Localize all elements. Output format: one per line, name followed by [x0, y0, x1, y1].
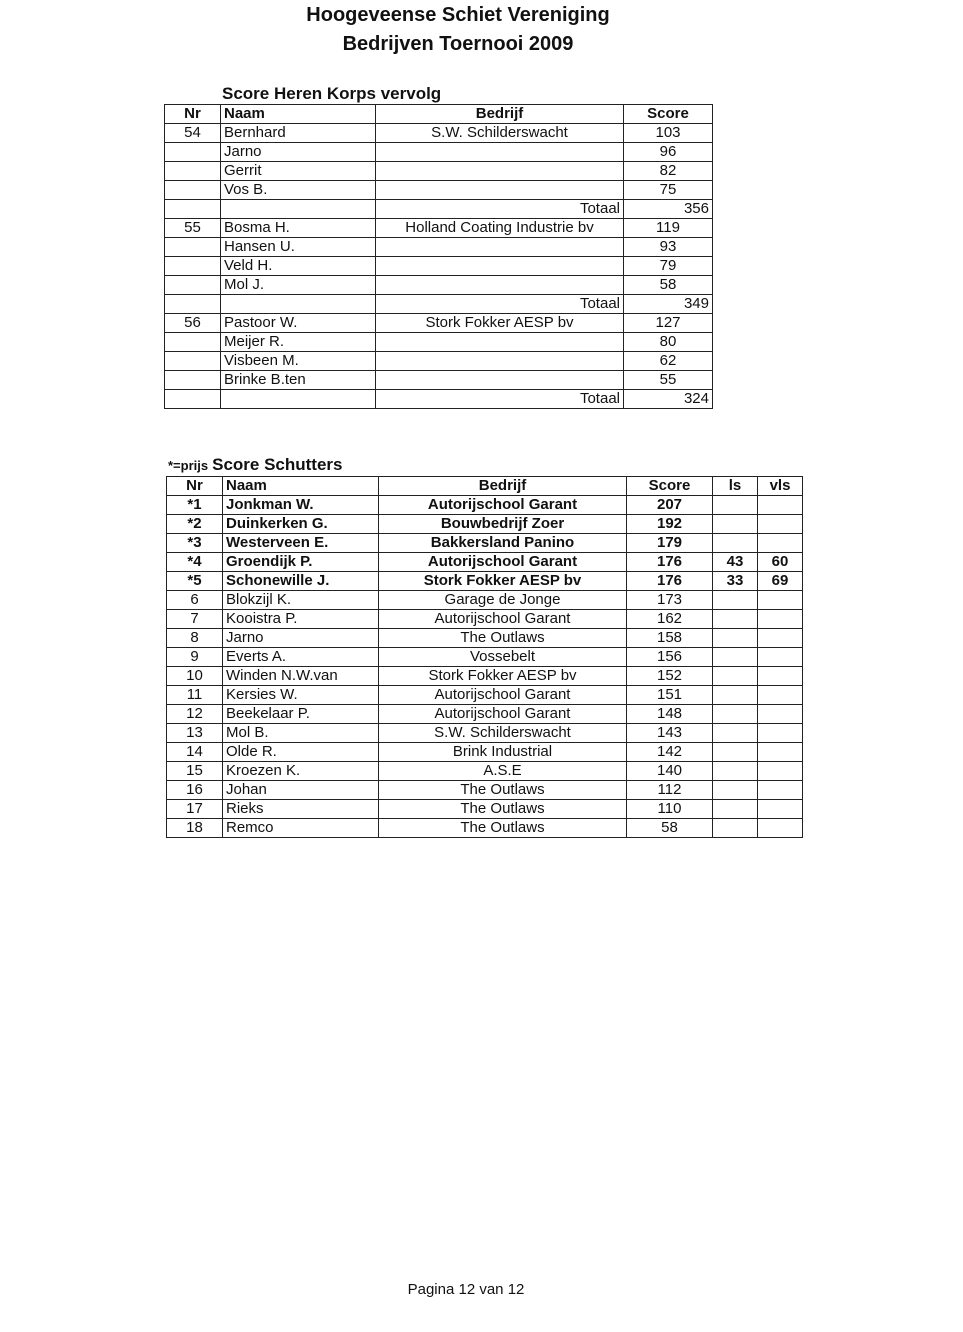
- member-name: Jarno: [221, 143, 376, 162]
- schutter-ls: [713, 819, 758, 838]
- schutter-nr: *4: [167, 553, 223, 572]
- korps-table-body: [165, 124, 713, 409]
- team-bedrijf: [376, 371, 624, 390]
- team-nr: [165, 257, 221, 276]
- team-nr: [165, 352, 221, 371]
- col-bedrijf: Bedrijf: [379, 477, 627, 496]
- schutter-vls: [758, 705, 803, 724]
- team-total-score: 356: [624, 200, 713, 219]
- schutter-ls: [713, 781, 758, 800]
- schutter-score: 112: [627, 781, 713, 800]
- team-bedrijf: [376, 238, 624, 257]
- schutter-bedrijf: A.S.E: [379, 762, 627, 781]
- schutter-ls: [713, 515, 758, 534]
- col-nr: Nr: [167, 477, 223, 496]
- member-name: Brinke B.ten: [221, 371, 376, 390]
- schutter-ls: [713, 667, 758, 686]
- member-name: Hansen U.: [221, 238, 376, 257]
- schutter-vls: [758, 686, 803, 705]
- member-score: 82: [624, 162, 713, 181]
- col-naam: Naam: [221, 105, 376, 124]
- schutter-bedrijf: Bakkersland Panino: [379, 534, 627, 553]
- schutter-score: 192: [627, 515, 713, 534]
- schutter-bedrijf: Garage de Jonge: [379, 591, 627, 610]
- schutter-bedrijf: S.W. Schilderswacht: [379, 724, 627, 743]
- schutter-ls: [713, 610, 758, 629]
- schutter-nr: 9: [167, 648, 223, 667]
- schutter-ls: [713, 648, 758, 667]
- schutters-section-title: Score Schutters: [212, 455, 343, 474]
- member-score: 75: [624, 181, 713, 200]
- team-bedrijf: [376, 333, 624, 352]
- schutter-name: Kooistra P.: [223, 610, 379, 629]
- schutter-bedrijf: Stork Fokker AESP bv: [379, 572, 627, 591]
- schutter-score: 156: [627, 648, 713, 667]
- schutters-header-row: [167, 477, 803, 496]
- schutter-row: [167, 648, 803, 667]
- korps-total-row: [165, 200, 713, 219]
- schutter-score: 158: [627, 629, 713, 648]
- member-score: 58: [624, 276, 713, 295]
- document-title: Hoogeveense Schiet Vereniging: [306, 4, 610, 26]
- schutter-name: Remco: [223, 819, 379, 838]
- totaal-label: Totaal: [376, 295, 624, 314]
- member-score: 79: [624, 257, 713, 276]
- schutter-score: 207: [627, 496, 713, 515]
- member-name: Bernhard: [221, 124, 376, 143]
- schutter-score: 179: [627, 534, 713, 553]
- schutter-vls: [758, 534, 803, 553]
- korps-member-row: [165, 333, 713, 352]
- schutter-name: Jonkman W.: [223, 496, 379, 515]
- schutter-vls: [758, 724, 803, 743]
- korps-member-row: [165, 314, 713, 333]
- schutter-ls: [713, 534, 758, 553]
- schutter-name: Rieks: [223, 800, 379, 819]
- team-bedrijf: [376, 143, 624, 162]
- schutter-vls: [758, 629, 803, 648]
- korps-total-row: [165, 390, 713, 409]
- schutter-bedrijf: Autorijschool Garant: [379, 610, 627, 629]
- schutter-nr: 6: [167, 591, 223, 610]
- schutter-vls: [758, 648, 803, 667]
- korps-member-row: [165, 162, 713, 181]
- schutters-section-heading: [168, 455, 343, 475]
- schutter-bedrijf: The Outlaws: [379, 781, 627, 800]
- member-score: 55: [624, 371, 713, 390]
- totaal-label: Totaal: [376, 390, 624, 409]
- schutters-table-body: [167, 496, 803, 838]
- schutter-nr: *2: [167, 515, 223, 534]
- korps-section-title: Score Heren Korps vervolg: [222, 84, 442, 103]
- schutter-nr: 15: [167, 762, 223, 781]
- document-subtitle: Bedrijven Toernooi 2009: [342, 33, 574, 55]
- schutter-row: [167, 534, 803, 553]
- member-name: Meijer R.: [221, 333, 376, 352]
- korps-member-row: [165, 276, 713, 295]
- korps-header-row: [165, 105, 713, 124]
- col-nr: Nr: [165, 105, 221, 124]
- schutter-nr: *3: [167, 534, 223, 553]
- schutter-ls: [713, 686, 758, 705]
- korps-member-row: [165, 124, 713, 143]
- schutter-vls: [758, 610, 803, 629]
- team-nr: [165, 181, 221, 200]
- schutter-bedrijf: Autorijschool Garant: [379, 496, 627, 515]
- col-ls: ls: [713, 477, 758, 496]
- schutter-name: Groendijk P.: [223, 553, 379, 572]
- schutter-nr: 14: [167, 743, 223, 762]
- schutter-row: [167, 819, 803, 838]
- korps-member-row: [165, 181, 713, 200]
- member-name: Bosma H.: [221, 219, 376, 238]
- schutter-nr: 13: [167, 724, 223, 743]
- schutter-name: Beekelaar P.: [223, 705, 379, 724]
- schutter-score: 162: [627, 610, 713, 629]
- schutter-ls: [713, 724, 758, 743]
- team-bedrijf: Holland Coating Industrie bv: [376, 219, 624, 238]
- schutter-ls: [713, 705, 758, 724]
- schutter-name: Winden N.W.van: [223, 667, 379, 686]
- schutters-score-table: [166, 476, 803, 838]
- schutter-score: 176: [627, 553, 713, 572]
- schutter-name: Kroezen K.: [223, 762, 379, 781]
- korps-total-row: [165, 295, 713, 314]
- korps-score-table: [164, 104, 713, 409]
- schutter-nr: 11: [167, 686, 223, 705]
- schutter-row: [167, 572, 803, 591]
- schutter-vls: [758, 667, 803, 686]
- totaal-label: Totaal: [376, 200, 624, 219]
- schutter-bedrijf: Autorijschool Garant: [379, 686, 627, 705]
- schutter-name: Westerveen E.: [223, 534, 379, 553]
- schutter-row: [167, 743, 803, 762]
- schutter-score: 176: [627, 572, 713, 591]
- schutter-row: [167, 781, 803, 800]
- schutter-vls: [758, 762, 803, 781]
- schutter-row: [167, 724, 803, 743]
- schutter-row: [167, 610, 803, 629]
- member-score: 127: [624, 314, 713, 333]
- schutter-nr: 18: [167, 819, 223, 838]
- schutter-vls: [758, 819, 803, 838]
- schutter-vls: [758, 515, 803, 534]
- korps-member-row: [165, 238, 713, 257]
- team-nr: [165, 143, 221, 162]
- col-naam: Naam: [223, 477, 379, 496]
- team-nr: 56: [165, 314, 221, 333]
- schutter-name: Mol B.: [223, 724, 379, 743]
- schutter-name: Duinkerken G.: [223, 515, 379, 534]
- schutter-score: 142: [627, 743, 713, 762]
- schutter-score: 152: [627, 667, 713, 686]
- member-score: 93: [624, 238, 713, 257]
- schutter-vls: [758, 496, 803, 515]
- schutter-name: Johan: [223, 781, 379, 800]
- korps-member-row: [165, 352, 713, 371]
- page-number: Pagina 12 van 12: [407, 1281, 525, 1298]
- member-name: Gerrit: [221, 162, 376, 181]
- schutter-row: [167, 800, 803, 819]
- team-bedrijf: [376, 352, 624, 371]
- team-bedrijf: S.W. Schilderswacht: [376, 124, 624, 143]
- korps-member-row: [165, 371, 713, 390]
- empty-cell: [165, 200, 221, 219]
- team-nr: [165, 333, 221, 352]
- schutter-score: 58: [627, 819, 713, 838]
- empty-cell: [221, 295, 376, 314]
- team-total-score: 349: [624, 295, 713, 314]
- team-nr: [165, 238, 221, 257]
- prijs-legend: *=prijs: [168, 458, 209, 473]
- empty-cell: [221, 390, 376, 409]
- member-name: Vos B.: [221, 181, 376, 200]
- col-bedrijf: Bedrijf: [376, 105, 624, 124]
- member-name: Visbeen M.: [221, 352, 376, 371]
- schutter-bedrijf: Brink Industrial: [379, 743, 627, 762]
- korps-member-row: [165, 257, 713, 276]
- team-bedrijf: [376, 162, 624, 181]
- schutter-name: Blokzijl K.: [223, 591, 379, 610]
- member-name: Veld H.: [221, 257, 376, 276]
- schutter-bedrijf: The Outlaws: [379, 800, 627, 819]
- col-score: Score: [627, 477, 713, 496]
- schutter-row: [167, 553, 803, 572]
- team-bedrijf: [376, 257, 624, 276]
- schutter-nr: 17: [167, 800, 223, 819]
- team-nr: [165, 371, 221, 390]
- schutter-row: [167, 496, 803, 515]
- team-nr: 55: [165, 219, 221, 238]
- schutter-vls: [758, 591, 803, 610]
- schutter-ls: [713, 743, 758, 762]
- schutter-nr: *1: [167, 496, 223, 515]
- schutter-score: 110: [627, 800, 713, 819]
- schutter-row: [167, 591, 803, 610]
- schutter-bedrijf: Autorijschool Garant: [379, 553, 627, 572]
- schutter-ls: [713, 591, 758, 610]
- member-score: 62: [624, 352, 713, 371]
- schutter-row: [167, 686, 803, 705]
- schutter-vls: [758, 800, 803, 819]
- schutter-name: Olde R.: [223, 743, 379, 762]
- schutter-bedrijf: The Outlaws: [379, 819, 627, 838]
- schutter-score: 173: [627, 591, 713, 610]
- team-bedrijf: Stork Fokker AESP bv: [376, 314, 624, 333]
- schutter-vls: 60: [758, 553, 803, 572]
- member-name: Mol J.: [221, 276, 376, 295]
- schutter-name: Jarno: [223, 629, 379, 648]
- schutter-ls: [713, 800, 758, 819]
- schutter-nr: 16: [167, 781, 223, 800]
- member-score: 96: [624, 143, 713, 162]
- schutter-nr: 7: [167, 610, 223, 629]
- schutter-bedrijf: The Outlaws: [379, 629, 627, 648]
- schutter-row: [167, 667, 803, 686]
- schutter-bedrijf: Bouwbedrijf Zoer: [379, 515, 627, 534]
- schutter-ls: [713, 496, 758, 515]
- schutter-bedrijf: Autorijschool Garant: [379, 705, 627, 724]
- korps-member-row: [165, 219, 713, 238]
- schutter-row: [167, 629, 803, 648]
- schutter-nr: 12: [167, 705, 223, 724]
- team-nr: [165, 162, 221, 181]
- schutter-score: 143: [627, 724, 713, 743]
- schutter-nr: 10: [167, 667, 223, 686]
- empty-cell: [165, 295, 221, 314]
- schutter-nr: 8: [167, 629, 223, 648]
- col-score: Score: [624, 105, 713, 124]
- team-bedrijf: [376, 181, 624, 200]
- schutter-bedrijf: Vossebelt: [379, 648, 627, 667]
- schutter-row: [167, 515, 803, 534]
- team-total-score: 324: [624, 390, 713, 409]
- member-score: 80: [624, 333, 713, 352]
- team-bedrijf: [376, 276, 624, 295]
- schutter-vls: [758, 743, 803, 762]
- schutter-nr: *5: [167, 572, 223, 591]
- schutter-ls: 33: [713, 572, 758, 591]
- schutter-name: Everts A.: [223, 648, 379, 667]
- schutter-ls: 43: [713, 553, 758, 572]
- empty-cell: [165, 390, 221, 409]
- schutter-score: 140: [627, 762, 713, 781]
- schutter-ls: [713, 762, 758, 781]
- schutter-name: Schonewille J.: [223, 572, 379, 591]
- col-vls: vls: [758, 477, 803, 496]
- empty-cell: [221, 200, 376, 219]
- member-score: 103: [624, 124, 713, 143]
- team-nr: [165, 276, 221, 295]
- team-nr: 54: [165, 124, 221, 143]
- schutter-ls: [713, 629, 758, 648]
- schutter-row: [167, 705, 803, 724]
- member-name: Pastoor W.: [221, 314, 376, 333]
- schutter-vls: [758, 781, 803, 800]
- member-score: 119: [624, 219, 713, 238]
- schutter-score: 148: [627, 705, 713, 724]
- korps-member-row: [165, 143, 713, 162]
- schutter-bedrijf: Stork Fokker AESP bv: [379, 667, 627, 686]
- schutter-score: 151: [627, 686, 713, 705]
- schutter-row: [167, 762, 803, 781]
- schutter-name: Kersies W.: [223, 686, 379, 705]
- schutter-vls: 69: [758, 572, 803, 591]
